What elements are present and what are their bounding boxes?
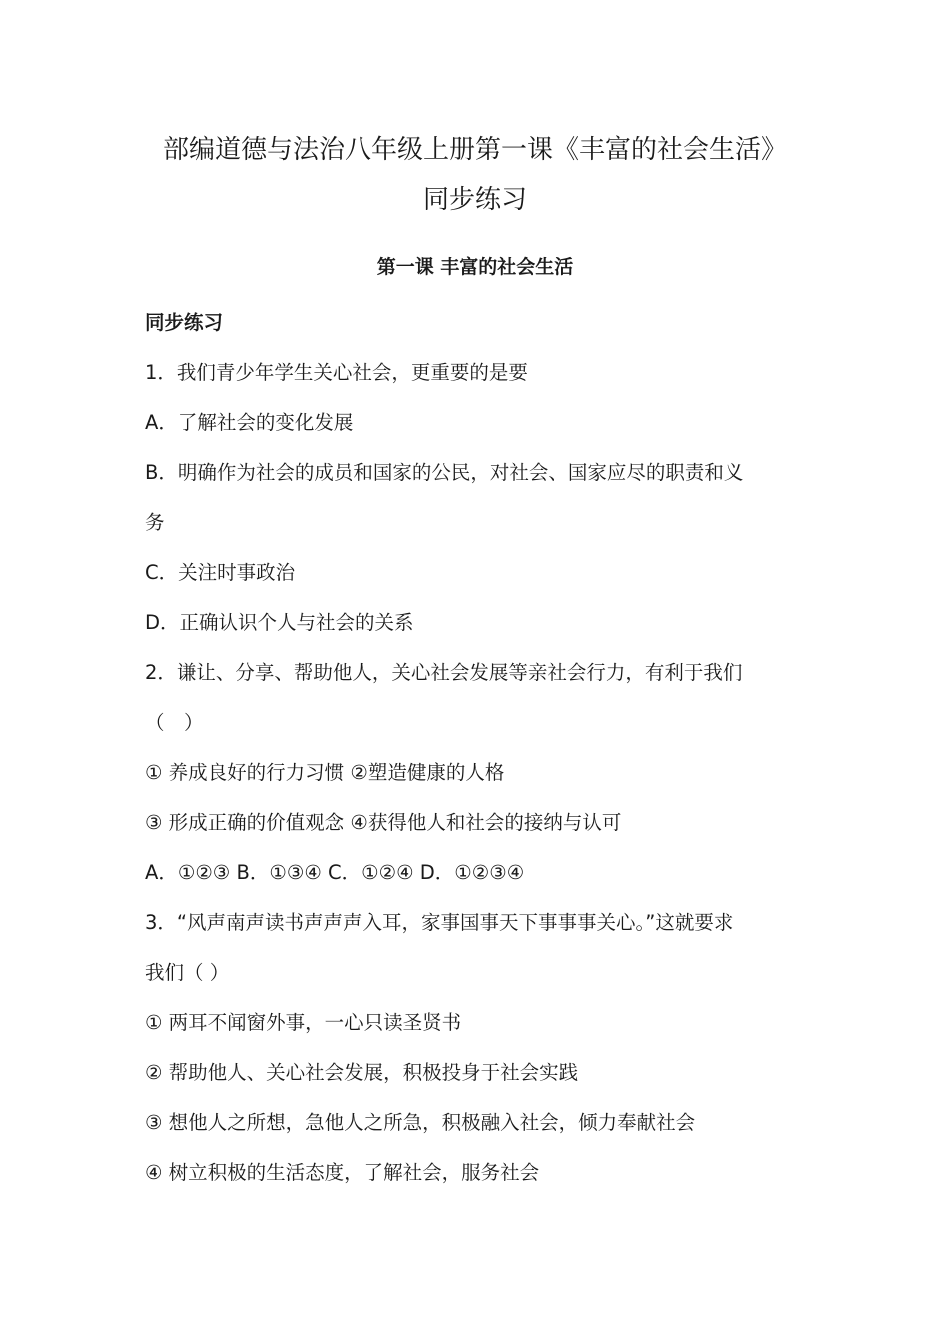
question-2-stem: 2．谦让、分享、帮助他人，关心社会发展等亲社会行力，有利于我们 [145,661,743,684]
document-title-line-2: 同步练习 [422,185,527,215]
question-1-option-b-continued: 务 [145,511,165,534]
question-2-statements-3-4: ③ 形成正确的价值观念 ④获得他人和社会的接纳与认可 [145,811,622,834]
question-1-option-a: A．了解社会的变化发展 [145,411,354,434]
question-1-option-c: C．关注时事政治 [145,561,296,584]
section-label: 同步练习 [145,311,224,334]
question-3-statement-1: ① 两耳不闻窗外事，一心只读圣贤书 [145,1011,462,1034]
document-title-line-1: 部编道德与法治八年级上册第一课《丰富的社会生活》 [162,135,787,165]
exercise-body [145,298,825,1198]
question-3-stem: 3．“风声南声读书声声声入耳，家事国事天下事事事关心。”这就要求 [145,911,734,934]
document-title [100,125,850,225]
question-3-statement-3: ③ 想他人之所想，急他人之所急，积极融入社会，倾力奉献社会 [145,1111,696,1134]
question-1-option-b: B．明确作为社会的成员和国家的公民，对社会、国家应尽的职责和义 [145,461,744,484]
question-3-statement-4: ④ 树立积极的生活态度，了解社会，服务社会 [145,1161,540,1184]
question-2-options: A．①②③ B．①③④ C．①②④ D．①②③④ [145,861,525,884]
question-2-statements-1-2: ① 养成良好的行力习惯 ②塑造健康的人格 [145,761,505,784]
question-2-answer-blank: （ ） [145,711,204,734]
question-3-stem-continued: 我们（ ） [145,961,230,984]
lesson-heading: 第一课 丰富的社会生活 [376,256,574,278]
question-3-statement-2: ② 帮助他人、关心社会发展，积极投身于社会实践 [145,1061,579,1084]
question-1-option-d: D．正确认识个人与社会的关系 [145,611,414,634]
question-1-stem: 1．我们青少年学生关心社会，更重要的是要 [145,361,528,384]
